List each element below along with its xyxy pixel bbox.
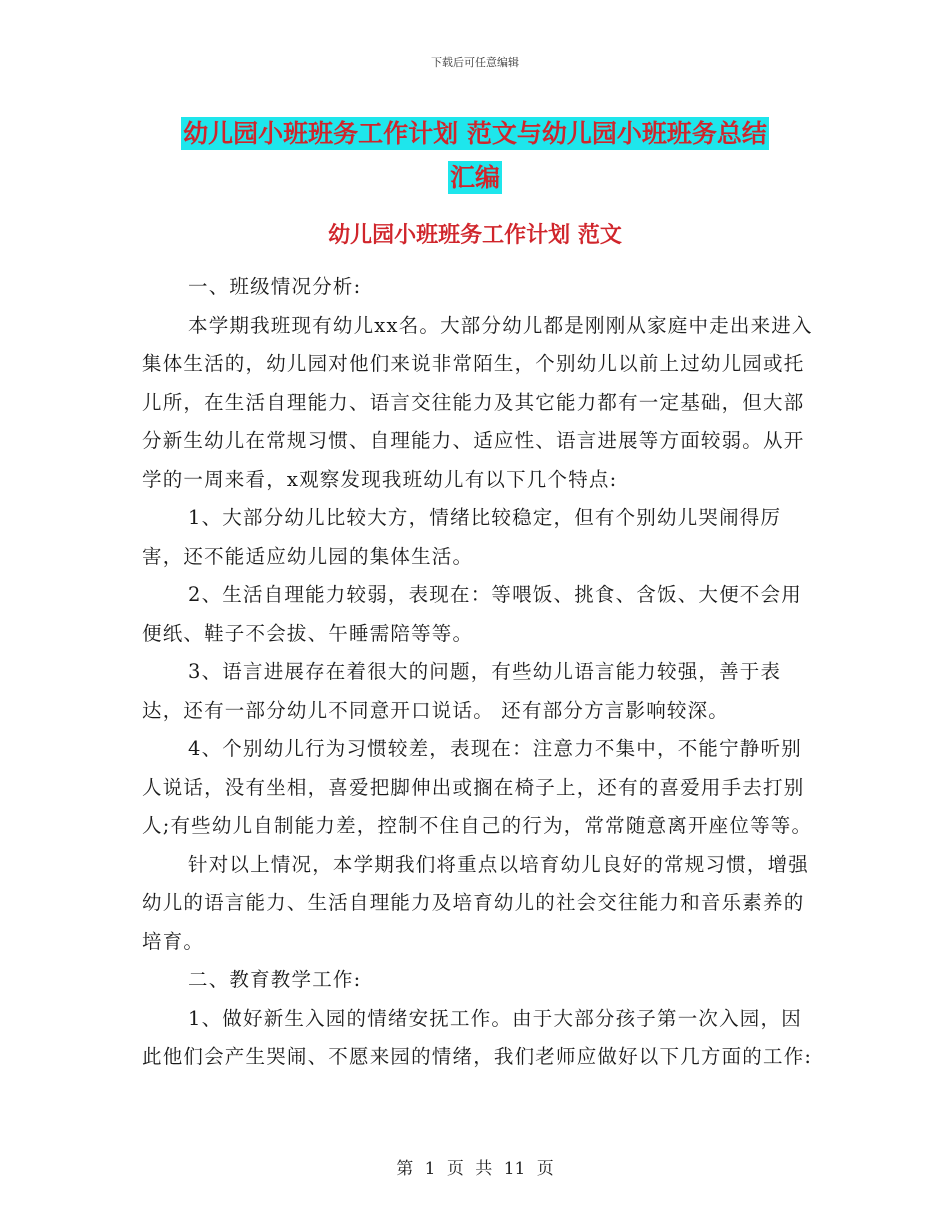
title-line-2: 汇编	[449, 163, 500, 192]
document-title	[0, 112, 950, 200]
paragraph: 1、做好新生入园的情绪安抚工作。由于大部分孩子第一次入园，因此他们会产生哭闹、不愿来园的情绪，我们老师应做好以下几方面的工作:	[142, 1006, 813, 1068]
paragraph: 针对以上情况，本学期我们将重点以培育幼儿良好的常规习惯，增强幼儿的语言能力、生活自理能力及培育幼儿的社会交往能力和音乐素养的培育。	[142, 852, 810, 953]
paragraph: 本学期我班现有幼儿xx名。大部分幼儿都是刚刚从家庭中走出来进入集体生活的，幼儿园对他们来说非常陌生，个别幼儿以前上过幼儿园或托儿所，在生活自理能力、语言交往能力及其它能力都有一定基础，但大部分新生幼儿在常规习惯、自理能力、适应性、语言进展等方面较弱。从开学的一周来看，x观察发现我班幼儿有以下几个特点:	[142, 313, 813, 491]
paragraph: 3、语言进展存在着很大的问题，有些幼儿语言能力较强，善于表达，还有一部分幼儿不同意开口说话。 还有部分方言影响较深。	[142, 660, 782, 722]
paragraph: 一、班级情况分析:	[188, 275, 362, 298]
paragraph: 2、生活自理能力较弱，表现在：等喂饭、挑食、含饭、大便不会用便纸、鞋子不会拔、午睡需陪等等。	[142, 583, 802, 645]
page-header: 下载后可任意编辑	[431, 56, 519, 69]
document-body	[142, 268, 814, 1077]
paragraph: 二、教育教学工作:	[188, 968, 362, 991]
paragraph: 4、个别幼儿行为习惯较差，表现在：注意力不集中，不能宁静听别人说话，没有坐相，喜爱把脚伸出或搁在椅子上，还有的喜爱用手去打别人;有些幼儿自制能力差，控制不住自己的行为，常常随意离开座位等等。	[142, 737, 813, 837]
section-title: 幼儿园小班班务工作计划 范文	[328, 223, 622, 248]
paragraph: 1、大部分幼儿比较大方，情绪比较稳定，但有个别幼儿哭闹得厉害，还不能适应幼儿园的集体生活。	[142, 506, 782, 568]
page-number: 第 1 页 共 11 页	[396, 1159, 554, 1179]
title-line-1: 幼儿园小班班务工作计划 范文与幼儿园小班班务总结	[183, 119, 767, 148]
